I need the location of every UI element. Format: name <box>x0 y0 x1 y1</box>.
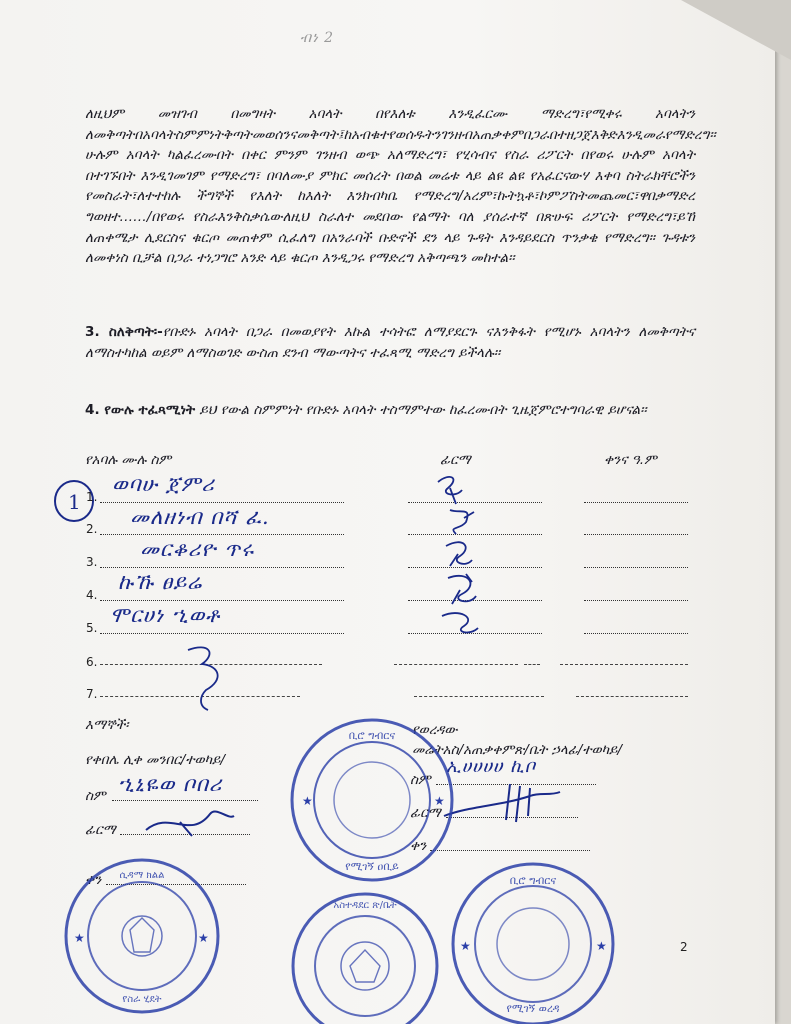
svg-text:የሚገኝ ዐቢይ: የሚገኝ ዐቢይ <box>345 860 399 873</box>
section-4 <box>85 400 695 421</box>
signature-5 <box>442 613 478 632</box>
svg-text:አስተዳደር ጽ/ቤት: አስተዳደር ጽ/ቤት <box>333 900 397 911</box>
district-name-label: ስም <box>410 772 431 788</box>
signature-3 <box>446 542 472 566</box>
receiver-signature-label: ፊርማ <box>85 822 116 838</box>
page-number: 2 <box>680 940 688 954</box>
svg-text:★: ★ <box>434 794 445 808</box>
receiver-label: የቀበሌ ሊቀ መንበር/ተወካይ/ <box>85 752 225 768</box>
svg-text:★: ★ <box>460 939 471 953</box>
section-4-label: 4. የውሉ ተፈጻሚነት <box>85 402 196 418</box>
name-line <box>100 600 344 601</box>
paragraph-responsibilities: ለዚህም መዝገብ በመግዛት አባላት በየእለቱ እንዲፈርሙ ማድረግ፣የሚቀሩ አባላትን ለመቅጣትበአባላትስምምነትቅጣትመወሰንናመቅጣት፤ከአብቁተየወሰዱትንገንዘብአጠቃቀምበጋራበተዘጋጀእቅድእንዲመራየማድረግ፡፡ሁሉም አባላት ካልፈረሙበት በቀር ምንም ገንዘብ ወጭ አለማድረግ፣ የሂሳብና የስራ ሪፖርት በየወሩ ሁሉም አባላት በተገኙበት እንዲገመገም የማድረግ፣ በባለሙያ ምክር መሰረት በወል መሬቱ ላይ ልዩ ልዩ የአፈርናውሃ እቀባ ስትራክቸሮችን የመስራት፣ለተተከሉ ችግኞች የእለት ከእለት እንክብካቤ የማድረግ/አረም፣ኩትኳቶ፣ኮምፖስትመጨመር፣ዋበቃማድረ ግወዘተ……/በየወሩ የስራእንቅስቃሴውለዚህ ስራለተ መደበው የልማት ባለ ያሰራተኛ በጽሁፍ ሪፖርት የማድረግ፣ይኸ ለጠቀሜታ ሊደርስና ቁርጦ መጠቀም ሲፈለግ በአንራባች ቡድኖች ደን ላይ ጉዳት እንዳይደርስ ጥንቃቄ የማድረግ፡፡ ጉዳቱን ለመቀነስ ቢቻል በጋራ ተነጋግሮ አንድ ላይ ቁርጦ እንዲጋሩ የማድረግ አቅጣጫን መከተል፡፡ <box>85 106 716 267</box>
signature-4 <box>448 574 476 604</box>
svg-text:የስራ ሂደት: የስራ ሂደት <box>122 994 162 1005</box>
row-6-scribble <box>180 640 240 720</box>
row-number: 5. <box>86 621 98 635</box>
name-line <box>100 534 344 535</box>
official-stamp-bottom-center <box>290 888 440 1024</box>
member-handwritten-name: ኩኹ ፀይሬ <box>118 570 203 594</box>
receiver-name-handwriting: ኂኒዬወ ቦበሪ <box>118 772 223 796</box>
date-line <box>560 664 688 665</box>
header-signature: ፊርማ <box>440 452 471 468</box>
date-line <box>584 502 688 503</box>
folded-corner <box>681 0 791 60</box>
district-signature-label: ፊርማ <box>410 805 441 821</box>
district-label-line1: የወረዳው <box>412 722 458 738</box>
date-line <box>584 633 688 634</box>
date-line <box>576 696 688 697</box>
row-number: 7. <box>86 687 98 701</box>
official-stamp-left <box>62 856 222 1016</box>
svg-text:★: ★ <box>198 931 209 945</box>
name-line <box>100 633 344 634</box>
receiver-date-label: ቀን <box>85 872 102 888</box>
circled-number: 1 <box>68 490 81 514</box>
receiver-signature <box>140 800 240 846</box>
official-stamp-center <box>288 715 456 885</box>
member-signatures <box>420 470 500 640</box>
signature-line <box>394 664 518 665</box>
date-line <box>584 600 688 601</box>
row-number: 3. <box>86 555 98 569</box>
member-handwritten-name: መለዘነብ በሻ ፈ. <box>130 505 270 529</box>
extra-line <box>524 664 540 665</box>
name-line <box>100 502 344 503</box>
section-3-label: 3. ስለቅጣት፡- <box>85 324 163 340</box>
witnesses-label: እማኞች፡ <box>85 717 129 733</box>
district-label-line2: መሬትአስ/አጠቃቀምጽ/ቤት ኃላፊ/ተወካይ/ <box>412 742 622 758</box>
member-handwritten-name: ወባሁ ጀምሪ <box>112 472 215 496</box>
row-number: 2. <box>86 522 98 536</box>
row-number: 4. <box>86 588 98 602</box>
signature-line <box>414 696 544 697</box>
svg-text:የሚገኝ ወረዳ: የሚገኝ ወረዳ <box>506 1002 560 1015</box>
district-signature <box>440 776 570 832</box>
svg-text:★: ★ <box>74 931 85 945</box>
row-number: 1. <box>86 490 98 504</box>
member-handwritten-name: ሞርሀነ ኂወቶ <box>110 603 221 627</box>
section-3 <box>85 322 695 363</box>
signature-2 <box>450 510 474 534</box>
svg-text:★: ★ <box>302 794 313 808</box>
date-line <box>584 567 688 568</box>
name-line <box>100 567 344 568</box>
svg-text:ቢሮ ግብርና: ቢሮ ግብርና <box>348 729 396 742</box>
svg-text:★: ★ <box>596 939 607 953</box>
header-scribble: ብነ 2 <box>300 30 335 46</box>
official-stamp-right <box>448 862 618 1024</box>
district-date-label: ቀን <box>410 838 427 854</box>
member-handwritten-name: መርቆሪዮ ጥሩ <box>140 537 255 561</box>
svg-text:ቢሮ ግብርና: ቢሮ ግብርና <box>509 874 557 887</box>
district-name-handwriting: ኢሀሀሀሀ ኪቦ <box>446 756 537 777</box>
row-number: 6. <box>86 655 98 669</box>
section-3-text: የቡድኑ አባላት በጋራ በመወያየት እኩል ተሳትፎ ለማያደርጉ ናእንቅፋት የሚሆኑ አባላትን ለመቅጣትና ለማስተካከል ወይም ለማስወገድ ውስጠ ደንብ ማውጣትና ተፈጻሚ ማድረግ ይችላሉ፡፡ <box>85 324 696 361</box>
receiver-name-label: ስም <box>85 788 106 804</box>
svg-text:ሲዳማ ክልል: ሲዳማ ክልል <box>119 870 165 881</box>
section-4-text: ይህ የውል ስምምነት የቡድኑ አባላት ተስማምተው ከፈረሙበት ጊዜጀምሮተግባራዊ ይሆናል፡፡ <box>199 402 647 418</box>
date-line <box>584 534 688 535</box>
header-member-name: የአባሉ ሙሉ ስም <box>85 452 172 468</box>
header-date: ቀንና ዓ.ም <box>604 452 657 468</box>
signature-1 <box>438 477 462 504</box>
